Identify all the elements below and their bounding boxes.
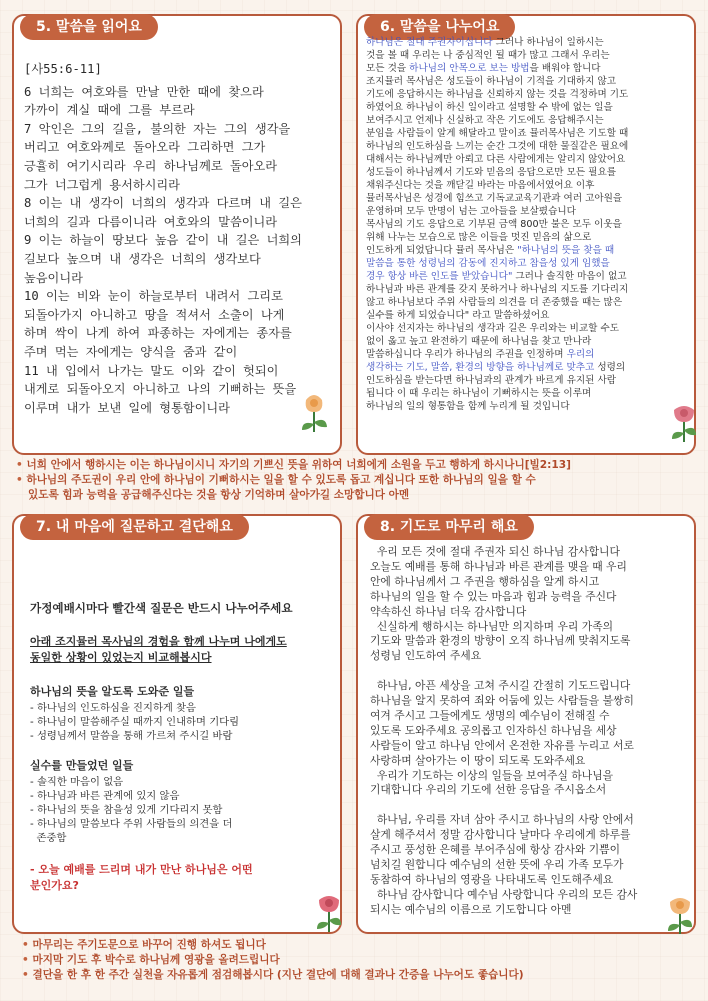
text-span: 분임을 사람들이 알게 해달라고 말이죠 뮬러목사님은 기도할 때 xyxy=(366,128,629,139)
list-item: - 하나님의 인도하심을 진지하게 찾음 xyxy=(30,702,197,714)
text-span: 을 배워야 합니다 xyxy=(529,63,601,74)
prayer-line: 안에 하나님께서 그 주권을 행하심을 알게 하시고 xyxy=(370,574,600,588)
verse-reference: [사55:6-11] xyxy=(24,62,102,76)
text-span: 위해 나누는 모습으로 많은 이들을 멋진 믿음의 삶으로 xyxy=(366,232,592,243)
text-span: 없이 옳고 높고 완전하기 때문에 하나님을 찾고 만나라 xyxy=(366,336,592,347)
text-span: 대해서는 하나님께만 아뢰고 다른 사람에게는 알리지 않았어요 xyxy=(366,154,626,165)
prayer-line xyxy=(370,798,692,813)
section8-title: 8. 기도로 마무리 해요 xyxy=(364,514,534,540)
sharing-line xyxy=(366,49,688,62)
bullet-item: 있도록 힘과 능력을 공급해주신다는 것을 항상 기억하며 살아가길 소망합니다 아멘 xyxy=(28,489,410,501)
sharing-line xyxy=(366,101,688,114)
text-span: 인도하심을 받는다면 하나님과의 관계가 바르게 유지된 사람 xyxy=(366,375,616,386)
verse-line: 8 이는 내 생각이 너희의 생각과 다르며 내 길은 xyxy=(24,196,302,211)
section5-title: 5. 말씀을 읽어요 xyxy=(20,14,158,40)
sharing-line xyxy=(366,283,688,296)
flower-icon xyxy=(664,892,696,936)
prayer-line: 오늘도 예배를 통해 하나님과 바른 관계를 맺을 때 우리 xyxy=(370,559,627,573)
list-item: - 성령님께서 말씀을 통해 가르쳐 주시길 바람 xyxy=(30,730,233,742)
section7-title: 7. 내 마음에 질문하고 결단해요 xyxy=(20,514,249,540)
prayer-line: 기대합니다 우리의 기도에 선한 응답을 주시옵소서 xyxy=(370,783,607,797)
text-span: 됩니다 이 때 우리는 하나님이 기뻐하시는 뜻을 이루며 xyxy=(366,388,592,399)
text-span: 실수를 하게 되었습니다" 라고 말씀하셨어요 xyxy=(366,310,550,321)
text-span: 하였어요 하나님이 하신 일이라고 설명할 수 밖에 없는 일을 xyxy=(366,102,613,113)
verse-line: 주며 먹는 자에게는 양식을 줌과 같이 xyxy=(24,344,238,359)
bullet-item: • 너희 안에서 행하시는 이는 하나님이시니 자기의 기쁘신 뜻을 위하여 너희에게 소원을 두고 행하게 하시나니[빌2:13] xyxy=(16,459,571,471)
sharing-line xyxy=(366,166,688,179)
red-question-line2: 분인가요? xyxy=(30,879,79,892)
prayer-text xyxy=(370,545,692,918)
sharing-line xyxy=(366,205,688,218)
bullet-item: • 결단을 한 후 한 주간 실천을 자유롭게 점검해봅시다 (지난 결단에 대해 결과나 간증을 나누어도 좋습니다) xyxy=(22,969,524,981)
group1-title: 하나님의 뜻을 알도록 도와준 일들 xyxy=(30,685,195,698)
sharing-line xyxy=(366,322,688,335)
text-span: 기도에 응답하시는 하나님을 신뢰하지 않는 것을 걱정하며 기도 xyxy=(366,89,629,100)
sharing-line xyxy=(366,348,688,361)
group2-title: 실수를 만들었던 일들 xyxy=(30,759,134,772)
sharing-line xyxy=(366,36,688,49)
text-span: 하나님의 일의 형통함을 함께 누리게 될 것입니다 xyxy=(366,401,570,412)
verse-line: 긍휼히 여기시리라 우리 하나님께로 돌아오라 xyxy=(24,158,278,173)
prayer-line: 살게 해주셔서 정말 감사합니다 날마다 우리에게 하루를 xyxy=(370,828,631,842)
sharing-line xyxy=(366,400,688,413)
prayer-line: 사랑하며 살아가는 이 땅이 되도록 도와주세요 xyxy=(370,753,586,767)
list-item: - 솔직한 마음이 없음 xyxy=(30,776,124,788)
verse-line: 하며 싹이 나게 하여 파종하는 자에게는 종자를 xyxy=(24,326,292,341)
sharing-line xyxy=(366,179,688,192)
prayer-line: 사람들이 알고 하나님 안에서 온전한 자유를 누리고 서로 xyxy=(370,738,634,752)
text-span: 모든 것을 xyxy=(366,63,410,74)
verse-line: 너희의 길과 다름이니라 여호와의 말씀이니라 xyxy=(24,214,278,229)
prayer-line: 여겨 주시고 그들에게도 생명의 예수님이 전해질 수 xyxy=(370,708,610,722)
text-span: 조지뮬러 목사님은 성도들이 하나님이 기적을 기대하지 않고 xyxy=(366,76,616,87)
verse-line: 10 이는 비와 눈이 하늘로부터 내려서 그리로 xyxy=(24,289,283,304)
sharing-text xyxy=(366,36,688,413)
prayer-line: 약속하신 하나님 더욱 감사합니다 xyxy=(370,604,527,618)
bullet-item: • 하나님의 주도권이 우리 안에 하나님이 기뻐하시는 일을 할 수 있도록 돕고 계십니다 또한 하나님의 일을 할 수 xyxy=(16,474,536,486)
bottom-bullets xyxy=(22,938,524,983)
list-item: - 하나님과 바른 관계에 있지 않음 xyxy=(30,790,180,802)
verse-line: 버리고 여호와께로 돌아오라 그리하면 그가 xyxy=(24,140,266,155)
verse-line: 9 이는 하늘이 땅보다 높음 같이 내 길은 너희의 xyxy=(24,233,302,248)
text-span: 말씀하십니다 우리가 하나님의 주권을 인정하며 xyxy=(366,349,567,360)
text-span: 그러나 솔직한 마음이 없고 xyxy=(512,271,627,282)
section6-title: 6. 말씀을 나누어요 xyxy=(364,14,515,40)
text-span: 그러나 하나님이 일하시는 xyxy=(492,37,604,48)
sharing-line xyxy=(366,140,688,153)
text-span: 이사야 선지자는 하나님의 생각과 길은 우리와는 비교할 수도 xyxy=(366,323,620,334)
prayer-line: 하나님의 일을 할 수 있는 마음과 힘과 능력을 주신다 xyxy=(370,589,617,603)
prayer-line: 우리 모든 것에 절대 주권자 되신 하나님 감사합니다 xyxy=(370,545,620,558)
verse-line: 6 너희는 여호와를 만날 만한 때에 찾으라 xyxy=(24,84,264,99)
prayer-line: 하나님 감사합니다 예수님 사랑합니다 우리의 모든 감사 xyxy=(370,887,638,901)
list-item: - 하나님의 말씀보다 주위 사람들의 의견을 더 xyxy=(30,818,233,830)
text-span: 않고 하나님보다 주위 사람들의 의견을 더 존중했을 때는 많은 xyxy=(366,297,623,308)
text-span: 것을 볼 때 우리는 나 중심적인 될 때가 많고 그래서 우리는 xyxy=(366,50,610,61)
verse-lines xyxy=(24,83,346,418)
text-span: 인도하게 되었답니다 뮬러 목사님은 xyxy=(366,245,518,256)
prayer-line: 하나님, 아픈 세상을 고쳐 주시길 간절히 기도드립니다 xyxy=(370,679,631,693)
text-span: 하나님의 인도하심을 느끼는 순간 그것에 대한 물질같은 필요에 xyxy=(366,141,629,152)
question-1-line1: 아래 조지뮬러 목사님의 경험을 함께 나누며 나에게도 xyxy=(30,635,287,648)
text-span: 뮬러목사님은 성경에 힘쓰고 기독교교육기관과 여러 고아원을 xyxy=(366,193,623,204)
list-item: - 하나님이 말씀해주실 때까지 인내하며 기다림 xyxy=(30,716,240,728)
sharing-line xyxy=(366,335,688,348)
flower-icon xyxy=(296,390,332,434)
highlighted-text: "하나님의 뜻을 찾을 때 xyxy=(517,245,615,256)
prayer-line: 하나님을 알지 못하여 죄와 어둠에 있는 사람들을 불쌍히 xyxy=(370,694,634,708)
verse-passage xyxy=(24,60,346,417)
verse-line: 가까이 계실 때에 그를 부르라 xyxy=(24,103,195,118)
prayer-line: 기도와 말씀과 환경의 방향이 오직 하나님께 맞춰지도록 xyxy=(370,634,631,648)
prayer-line: 신실하게 행하시는 하나님만 의지하며 우리 가족의 xyxy=(370,619,614,633)
highlighted-text: 우리의 xyxy=(566,349,595,360)
group2-list xyxy=(30,775,232,845)
sharing-line xyxy=(366,114,688,127)
verse-line: 이루며 내가 보낸 일에 형통함이니라 xyxy=(24,400,230,415)
sharing-line xyxy=(366,62,688,75)
sharing-line xyxy=(366,361,688,374)
highlighted-text: 하나님은 절대 주권자이십니다 xyxy=(366,37,493,48)
verse-line: 높음이니라 xyxy=(24,270,83,285)
text-span: 채워주신다는 것을 깨닫길 바라는 마음에서였어요 이후 xyxy=(366,180,595,191)
bullet-item: • 마무리는 주기도문으로 바꾸어 진행 하셔도 됩니다 xyxy=(22,939,266,951)
sharing-line xyxy=(366,257,688,270)
section7-intro: 가정예배시마다 빨간색 질문은 반드시 나누어주세요 xyxy=(30,601,293,615)
verse-line: 7 악인은 그의 길을, 불의한 자는 그의 생각을 xyxy=(24,121,291,136)
text-span: 목사님의 기도 응답으로 기부된 금액 800만 불은 모두 이웃을 xyxy=(366,219,622,230)
text-span: 성도들이 하나님께서 기도와 믿음의 응답으로만 모든 필요를 xyxy=(366,167,616,178)
highlighted-text: 경우 항상 바른 인도를 받았습니다" xyxy=(366,271,513,282)
sharing-line xyxy=(366,218,688,231)
prayer-line: 되시는 예수님의 이름으로 기도합니다 아멘 xyxy=(370,902,572,916)
prayer-line: 있도록 도와주세요 공의롭고 인자하신 하나님을 세상 xyxy=(370,723,617,737)
group1-list xyxy=(30,701,239,743)
verse-line: 11 내 입에서 나가는 말도 이와 같이 헛되이 xyxy=(24,363,279,378)
prayer-line: 주시고 풍성한 은혜를 부어주심에 항상 감사와 기쁨이 xyxy=(370,843,621,857)
highlighted-text: 하나님의 안목으로 보는 방법 xyxy=(409,63,530,74)
highlighted-text: 말씀을 통한 성령님의 감동에 진지하고 참을성 있게 임했을 xyxy=(366,258,610,269)
prayer-line: 넘치길 원합니다 예수님의 선한 뜻에 우리 가족 모두가 xyxy=(370,858,624,871)
prayer-line xyxy=(370,664,692,679)
verse-line: 그가 너그럽게 용서하시리라 xyxy=(24,177,180,192)
sharing-line xyxy=(366,231,688,244)
text-span: 성령의 xyxy=(594,362,626,373)
highlighted-text: 생각하는 기도, 말씀, 환경의 방향을 하나님께로 맞추고 xyxy=(366,362,595,373)
text-span: 운영하며 모두 만명이 넘는 고아들을 보살폈습니다 xyxy=(366,206,576,217)
bullet-item: • 마지막 기도 후 박수로 하나님께 영광을 올려드립니다 xyxy=(22,954,280,966)
flower-icon xyxy=(668,400,700,444)
flower-icon xyxy=(312,890,346,934)
verse-line: 내게로 되돌아오지 아니하고 나의 기뻐하는 뜻을 xyxy=(24,382,297,397)
sharing-line xyxy=(366,127,688,140)
sharing-line xyxy=(366,192,688,205)
prayer-line: 하나님, 우리를 자녀 삼아 주시고 하나님의 사랑 안에서 xyxy=(370,813,634,827)
prayer-line: 성령님 인도하여 주세요 xyxy=(370,649,482,663)
text-span: 하나님과 바른 관계를 갖지 못하거나 하나님의 지도를 기다리지 xyxy=(366,284,629,295)
list-item: - 하나님의 뜻을 참을성 있게 기다리지 못함 xyxy=(30,804,223,816)
sharing-line xyxy=(366,75,688,88)
sharing-line xyxy=(366,387,688,400)
middle-bullets xyxy=(16,458,571,503)
list-item: 존중함 xyxy=(30,832,67,844)
question-1-line2: 동일한 상황이 있었는지 비교해봅시다 xyxy=(30,651,212,664)
verse-line: 되돌아가지 아니하고 땅을 적셔서 소출이 나게 xyxy=(24,307,285,322)
prayer-line: 우리가 기도하는 이상의 일들을 보여주실 하나님을 xyxy=(370,768,614,782)
sharing-line xyxy=(366,244,688,257)
prayer-line: 동참하여 하나님의 영광을 나타내도록 인도해주세요 xyxy=(370,872,614,886)
sharing-line xyxy=(366,88,688,101)
sharing-line xyxy=(366,374,688,387)
verse-line: 길보다 높으며 내 생각은 너희의 생각보다 xyxy=(24,251,261,266)
sharing-line xyxy=(366,309,688,322)
red-question-line1: - 오늘 예배를 드리며 내가 만난 하나님은 어떤 xyxy=(30,863,253,876)
text-span: 보여주시고 언제나 신실하고 작은 기도에도 응답해주시는 xyxy=(366,115,604,126)
sharing-line xyxy=(366,296,688,309)
sharing-line xyxy=(366,270,688,283)
sharing-line xyxy=(366,153,688,166)
